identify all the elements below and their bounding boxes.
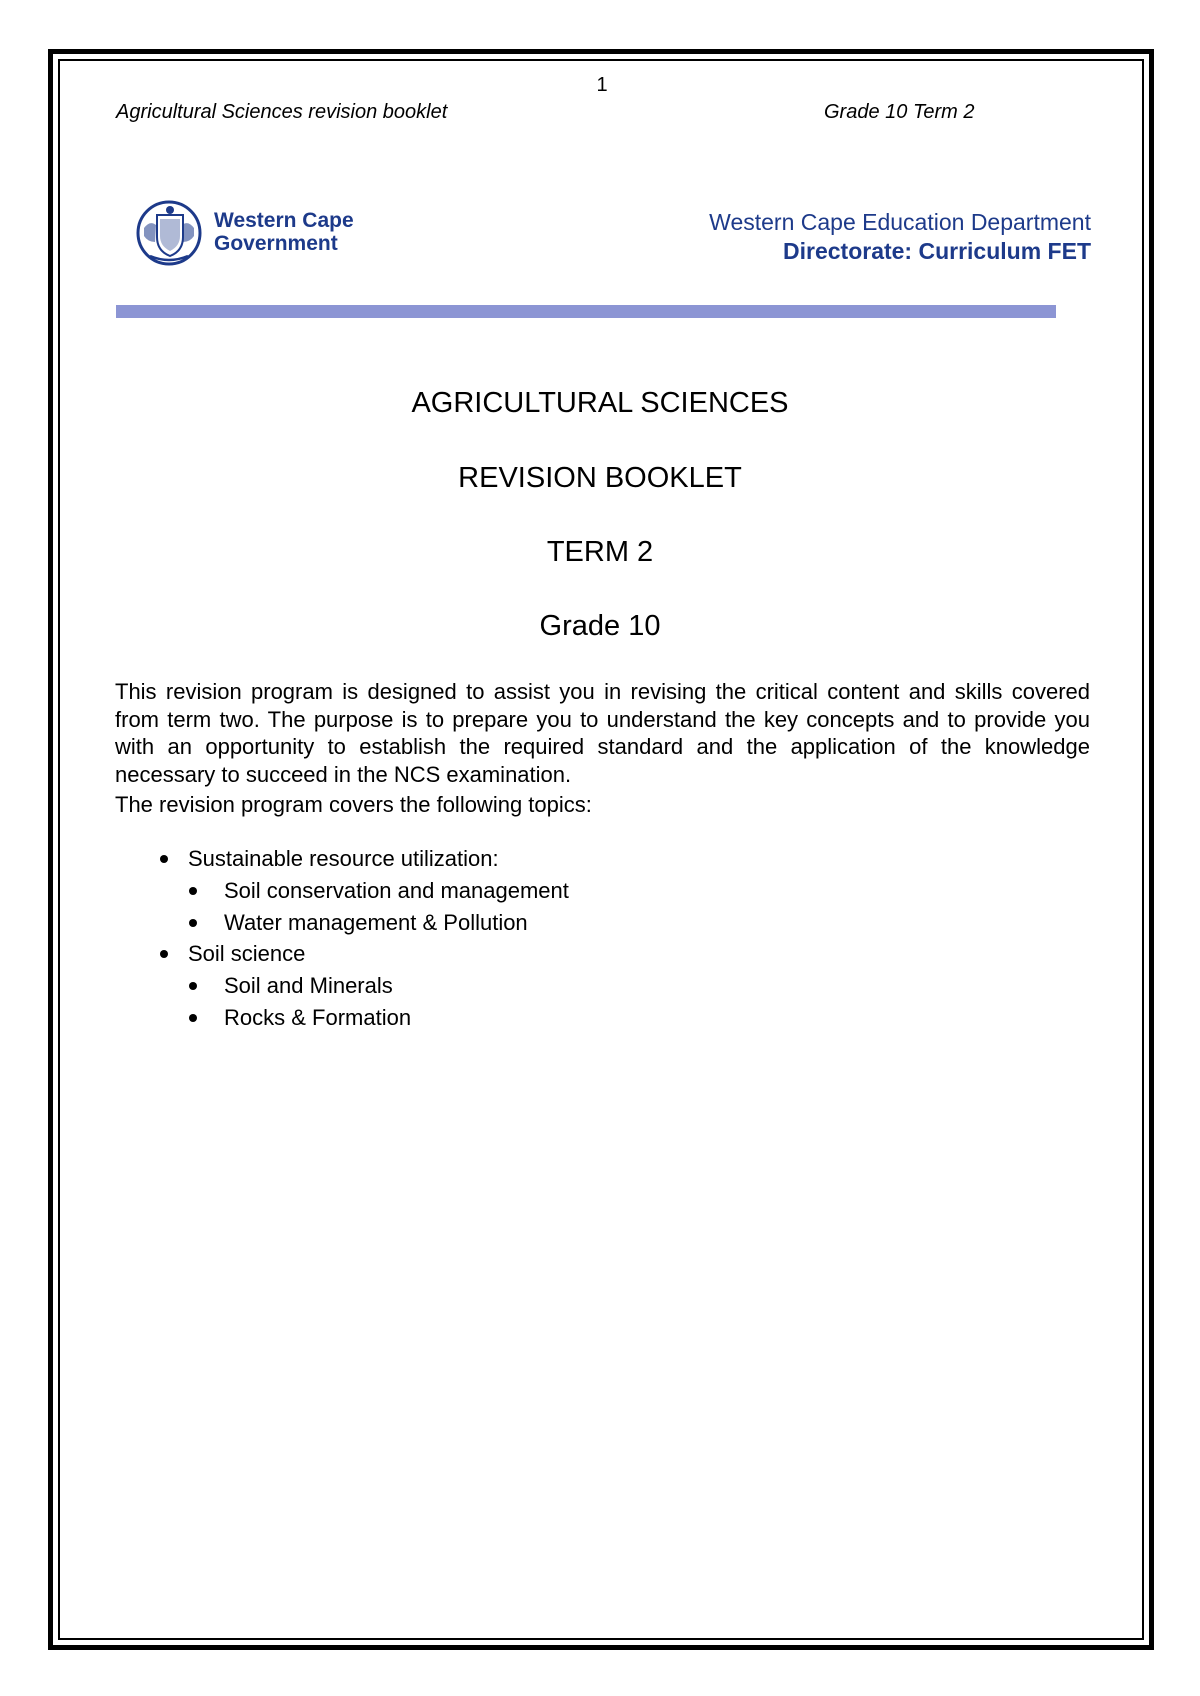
- subtopic-item: Water management & Pollution: [224, 910, 528, 935]
- topics-lead-in: The revision program covers the following topics:: [115, 792, 592, 817]
- term-title: TERM 2: [546, 536, 654, 568]
- logo-wordmark: [214, 209, 354, 255]
- directorate-name: Directorate: Curriculum FET: [783, 238, 1091, 264]
- grade-title: Grade 10: [539, 610, 661, 642]
- subtopic-item: Soil and Minerals: [224, 973, 393, 998]
- running-header-title: Agricultural Sciences revision booklet: [116, 101, 448, 123]
- logo-line-2: Government: [214, 232, 338, 255]
- government-logo: [136, 198, 396, 270]
- bullet-icon: [160, 950, 168, 958]
- bullet-icon: [189, 1014, 197, 1022]
- booklet-title: REVISION BOOKLET: [458, 462, 742, 494]
- bullet-icon: [160, 855, 168, 863]
- intro-paragraph-text: This revision program is designed to assist you in revising the critical content and skills covered from term two. The purpose is to prepare you to understand the key concepts and to provide you with an opportunity to establish the required standard and the application of the knowledge necessary to succeed in the NCS examination.: [115, 679, 1090, 787]
- subtopic-item: Rocks & Formation: [224, 1005, 412, 1030]
- subject-title: AGRICULTURAL SCIENCES: [411, 387, 789, 419]
- bullet-icon: [189, 919, 197, 927]
- coat-of-arms-icon: [136, 198, 206, 268]
- bullet-icon: [189, 887, 197, 895]
- bullet-icon: [189, 982, 197, 990]
- page-number: 1: [596, 74, 608, 96]
- subtopic-item: Soil conservation and management: [224, 878, 569, 903]
- logo-line-1: Western Cape: [214, 209, 354, 232]
- running-header-grade-term: Grade 10 Term 2: [824, 101, 975, 123]
- header-rule-bar: [116, 305, 1056, 318]
- department-name: Western Cape Education Department: [709, 209, 1091, 235]
- topic-item: Sustainable resource utilization:: [188, 846, 499, 871]
- topic-item: Soil science: [188, 941, 306, 966]
- intro-paragraph: [115, 678, 1090, 788]
